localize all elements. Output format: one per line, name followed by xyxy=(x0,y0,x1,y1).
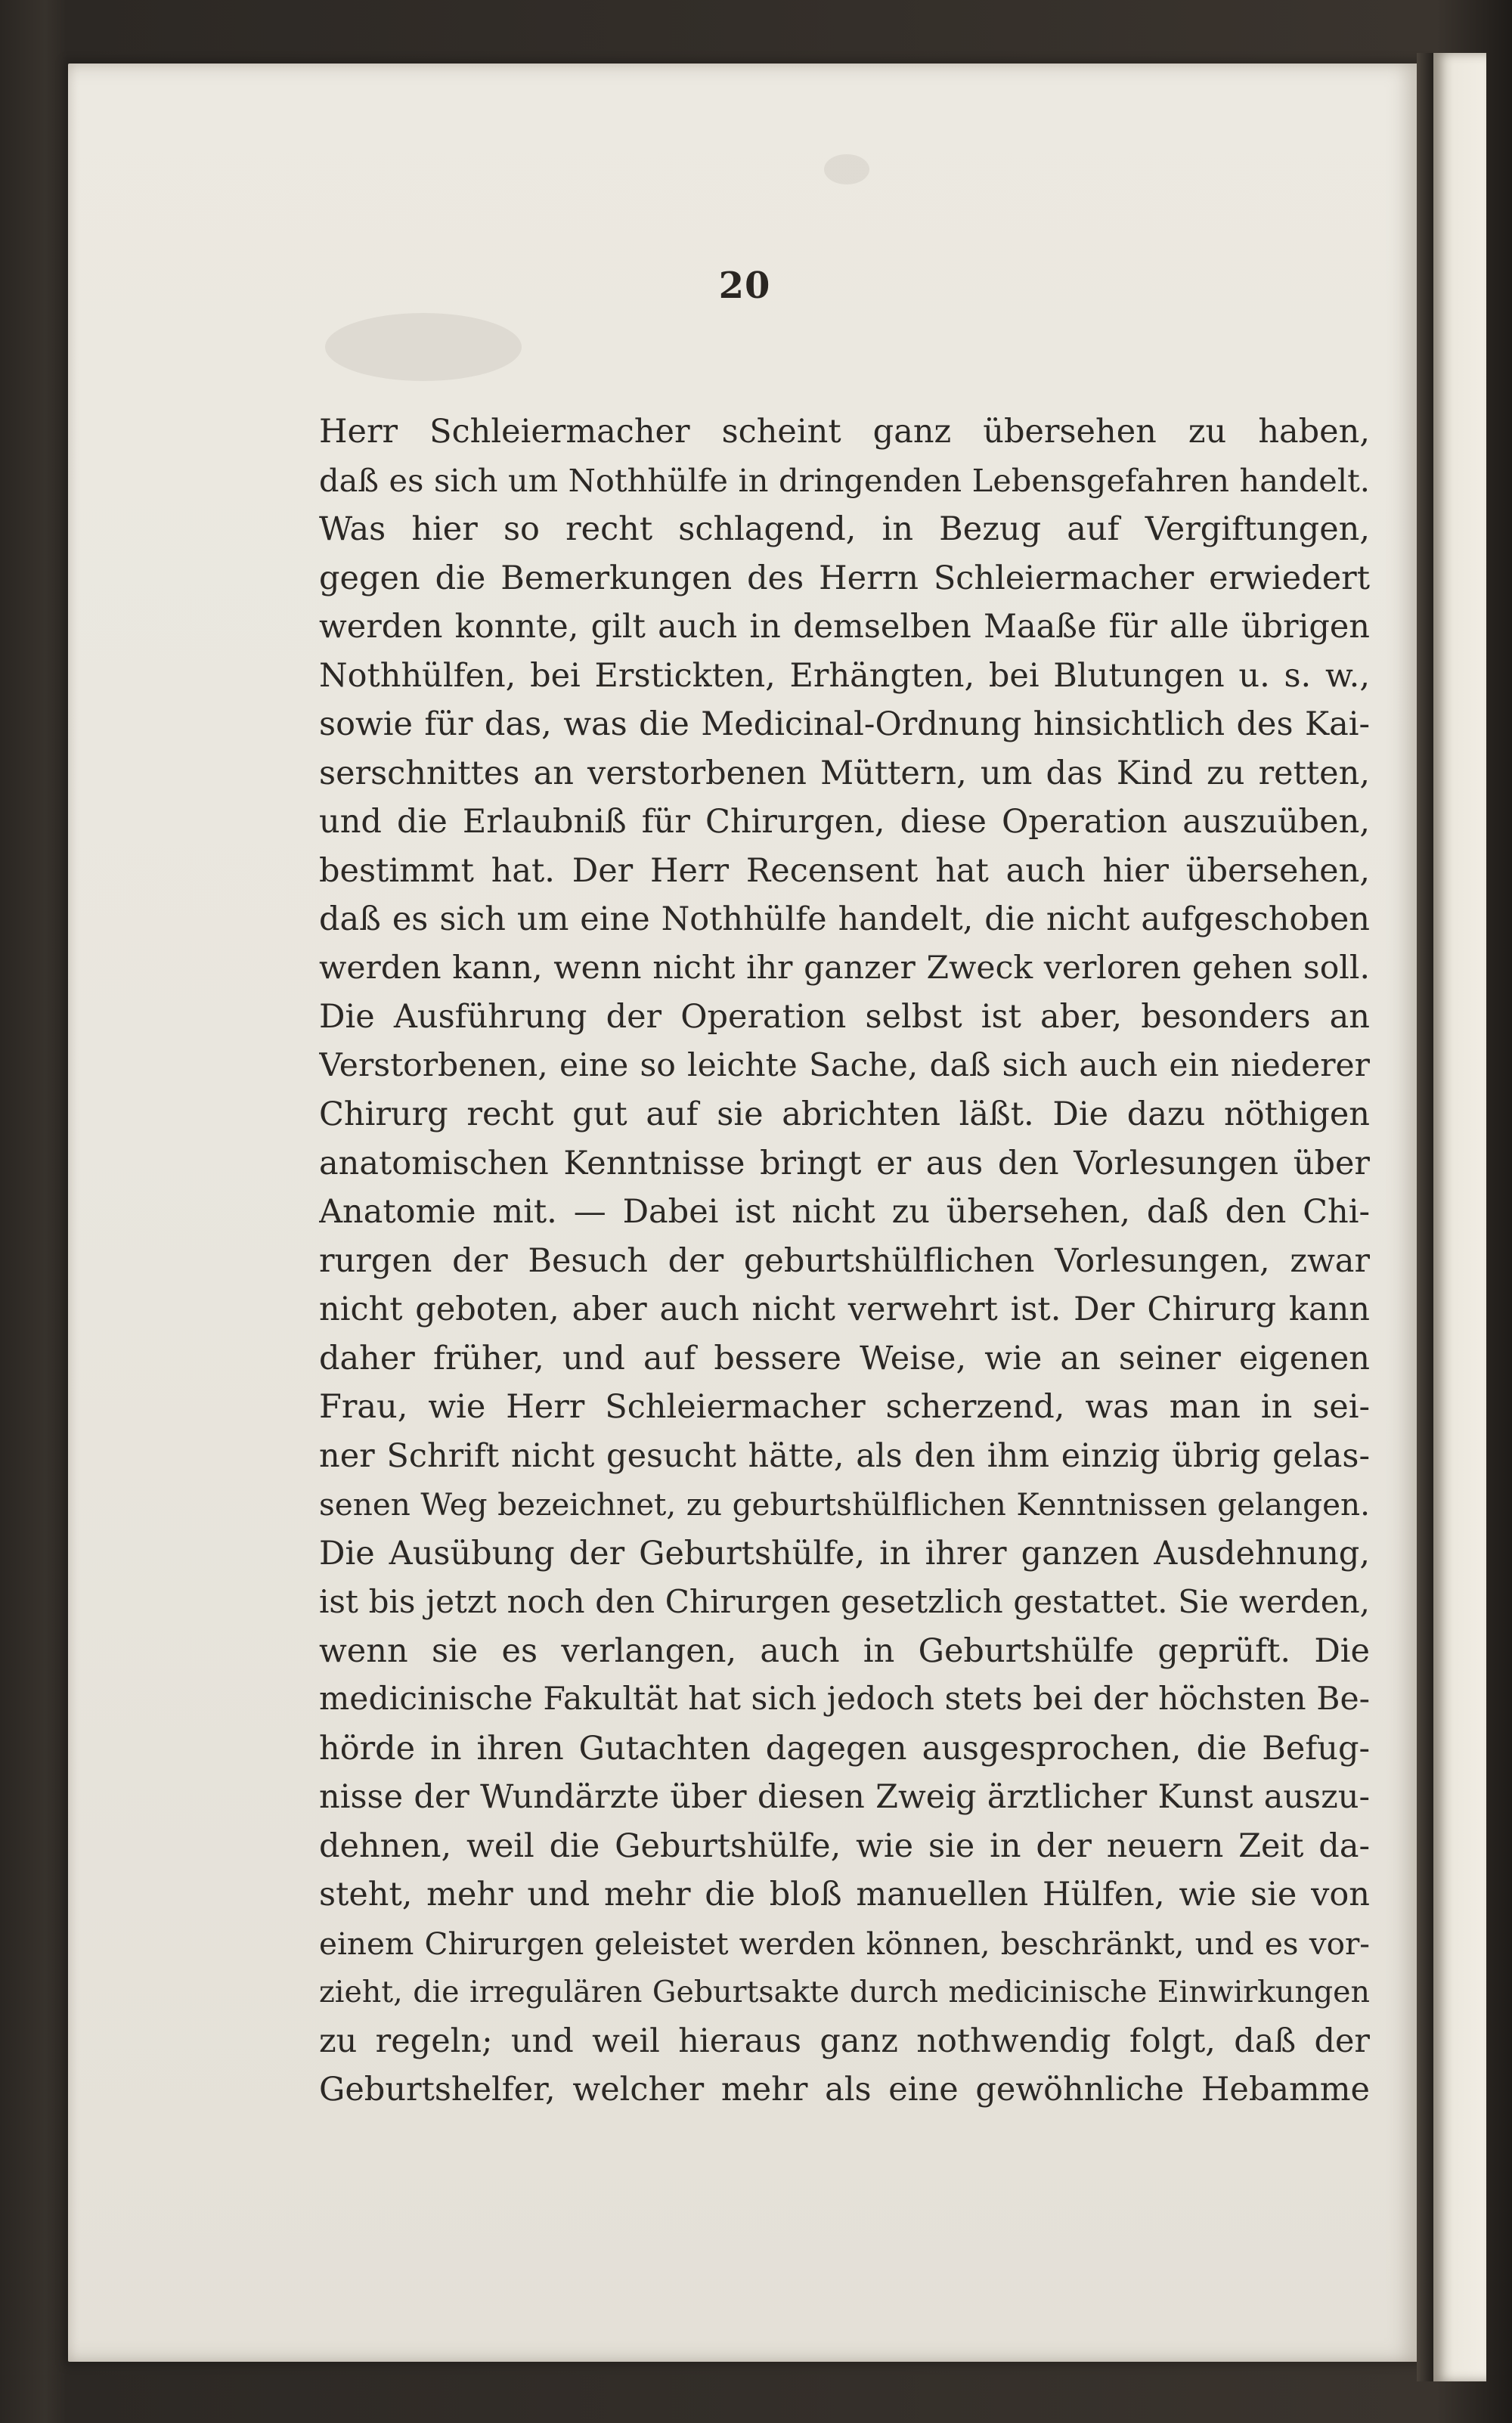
text-line: Geburtshelfer, welcher mehr als eine gewöhnliche Hebamme xyxy=(319,2071,1370,2109)
text-line: anatomischen Kenntnisse bringt er aus den Vorlesungen über xyxy=(319,1144,1370,1182)
text-line: medicinische Fakultät hat sich jedoch stets bei der höchsten Be- xyxy=(319,1681,1370,1718)
text-line: Die Ausübung der Geburtshülfe, in ihrer ganzen Ausdehnung, xyxy=(319,1534,1370,1572)
text-line: gegen die Bemerkungen des Herrn Schleiermacher erwiedert xyxy=(319,559,1370,597)
text-line: nicht geboten, aber auch nicht verwehrt ist. Der Chirurg kann xyxy=(319,1291,1370,1328)
body-text xyxy=(319,407,1370,2115)
text-line: daß es sich um eine Nothhülfe handelt, die nicht aufgeschoben xyxy=(319,900,1370,938)
text-line: daß es sich um Nothhülfe in dringenden Lebensgefahren handelt. xyxy=(319,461,1370,499)
facing-page-edge xyxy=(1433,53,1486,2381)
text-line: Die Ausführung der Operation selbst ist aber, besonders an xyxy=(319,998,1370,1036)
text-line: Frau, wie Herr Schleiermacher scherzend, was man in sei- xyxy=(319,1388,1370,1426)
text-line: senen Weg bezeichnet, zu geburtshülflichen Kenntnissen gelangen. xyxy=(319,1486,1370,1523)
text-line: Verstorbenen, eine so leichte Sache, daß sich auch ein niederer xyxy=(319,1046,1370,1084)
text-line: einem Chirurgen geleistet werden können, beschränkt, und es vor- xyxy=(319,1925,1370,1962)
page-number: 20 xyxy=(718,265,771,307)
text-line: zu regeln; und weil hieraus ganz nothwendig folgt, daß der xyxy=(319,2022,1370,2060)
text-line: Was hier so recht schlagend, in Bezug auf Vergiftungen, xyxy=(319,510,1370,548)
text-line: Nothhülfen, bei Erstickten, Erhängten, bei Blutungen u. s. w., xyxy=(319,656,1370,695)
text-line: ner Schrift nicht gesucht hätte, als den ihm einzig übrig gelas- xyxy=(319,1436,1370,1475)
text-line: rurgen der Besuch der geburtshülflichen Vorlesungen, zwar xyxy=(319,1241,1370,1280)
text-line: Anatomie mit. — Dabei ist nicht zu übersehen, daß den Chi- xyxy=(319,1193,1370,1231)
text-line: zieht, die irregulären Geburtsakte durch medicinische Einwirkungen xyxy=(319,1975,1370,2009)
text-line: steht, mehr und mehr die bloß manuellen Hülfen, wie sie von xyxy=(319,1876,1370,1913)
text-line: werden kann, wenn nicht ihr ganzer Zweck verloren gehen soll. xyxy=(319,949,1370,987)
book-page xyxy=(68,64,1421,2362)
text-line: serschnittes an verstorbenen Müttern, um das Kind zu retten, xyxy=(319,754,1370,792)
text-line: und die Erlaubniß für Chirurgen, diese Operation auszuüben, xyxy=(319,803,1370,841)
paper-stain xyxy=(325,313,522,381)
text-line: Herr Schleiermacher scheint ganz übersehen zu haben, xyxy=(319,413,1370,451)
text-line: Chirurg recht gut auf sie abrichten läßt. Die dazu nöthigen xyxy=(319,1095,1370,1133)
text-line: werden konnte, gilt auch in demselben Maaße für alle übrigen xyxy=(319,608,1370,646)
text-line: nisse der Wundärzte über diesen Zweig ärztlicher Kunst auszu- xyxy=(319,1778,1370,1816)
text-line: sowie für das, was die Medicinal-Ordnung hinsichtlich des Kai- xyxy=(319,705,1370,743)
text-line: bestimmt hat. Der Herr Recensent hat auch hier übersehen, xyxy=(319,851,1370,890)
text-line: hörde in ihren Gutachten dagegen ausgesprochen, die Befug- xyxy=(319,1729,1370,1768)
text-line: ist bis jetzt noch den Chirurgen gesetzlich gestattet. Sie werden, xyxy=(319,1583,1370,1620)
paper-stain xyxy=(824,154,869,184)
text-line: wenn sie es verlangen, auch in Geburtshülfe geprüft. Die xyxy=(319,1631,1370,1670)
text-line: dehnen, weil die Geburtshülfe, wie sie in der neuern Zeit da- xyxy=(319,1827,1370,1865)
text-line: daher früher, und auf bessere Weise, wie an seiner eigenen xyxy=(319,1339,1370,1377)
